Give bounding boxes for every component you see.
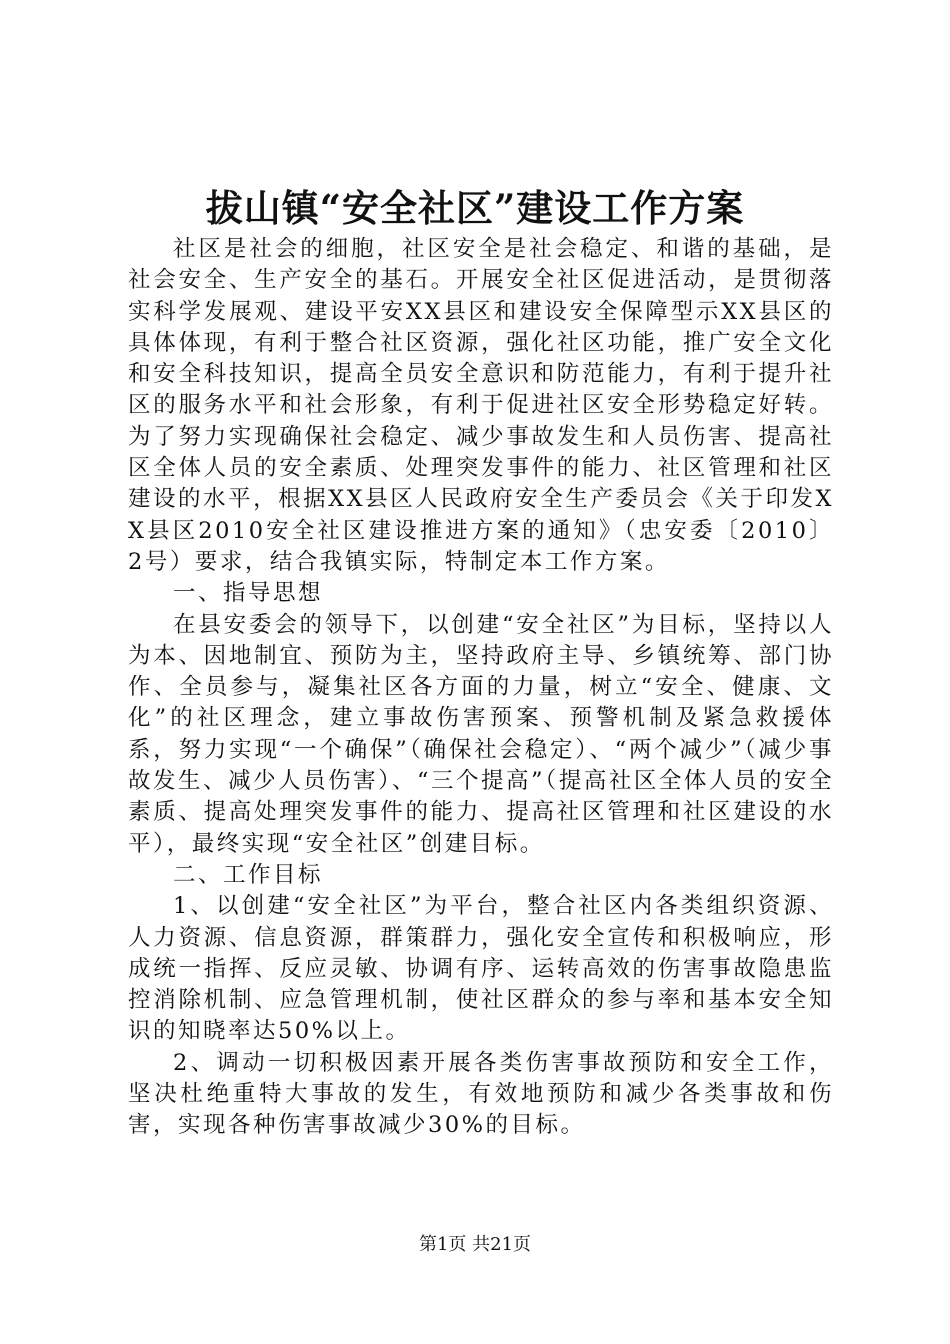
intro-paragraph: 社区是社会的细胞，社区安全是社会稳定、和谐的基础，是社会安全、生产安全的基石。开展安全社区促进活动，是贯彻落实科学发展观、建设平安XX县区和建设安全保障型示XX县区的具体体现，有利于整合社区资源，强化社区功能，推广安全文化和安全科技知识，提高全员安全意识和防范能力，有利于提升社区的服务水平和社会形象，有利于促进社区安全形势稳定好转。为了努力实现确保社会稳定、减少事故发生和人员伤害、提高社区全体人员的安全素质、处理突发事件的能力、社区管理和社区建设的水平，根据XX县区人民政府安全生产委员会《关于印发XX县区2010安全社区建设推进方案的通知》（忠安委〔2010〕2号）要求，结合我镇实际，特制定本工作方案。 xyxy=(128,236,834,575)
work-goal-item-2: 2、调动一切积极因素开展各类伤害事故预防和安全工作，坚决杜绝重特大事故的发生，有效地预防和减少各类事故和伤害，实现各种伤害事故减少30%的目标。 xyxy=(128,1049,834,1139)
guiding-ideology-paragraph: 在县安委会的领导下，以创建“安全社区”为目标，坚持以人为本、因地制宜、预防为主，坚持政府主导、乡镇统筹、部门协作、全员参与，凝集社区各方面的力量，树立“安全、健康、文化”的社区理念，建立事故伤害预案、预警机制及紧急救援体系，努力实现“一个确保”（确保社会稳定）、“两个减少”（减少事故发生、减少人员伤害）、“三个提高”（提高社区全体人员的安全素质、提高处理突发事件的能力、提高社区管理和社区建设的水平），最终实现“安全社区”创建目标。 xyxy=(128,611,834,857)
document-title: 拔山镇“安全社区”建设工作方案 xyxy=(205,186,745,230)
document-body xyxy=(128,234,834,1142)
page-number-footer: 第1页 共21页 xyxy=(418,1234,532,1255)
section-heading-work-goals: 二、工作目标 xyxy=(173,861,324,888)
work-goal-item-1: 1、以创建“安全社区”为平台，整合社区内各类组织资源、人力资源、信息资源，群策群力，强化安全宣传和积极响应，形成统一指挥、反应灵敏、协调有序、运转高效的伤害事故隐患监控消除机制、应急管理机制，使社区群众的参与率和基本安全知识的知晓率达50%以上。 xyxy=(128,893,834,1045)
section-heading-guiding-ideology: 一、指导思想 xyxy=(173,580,324,607)
